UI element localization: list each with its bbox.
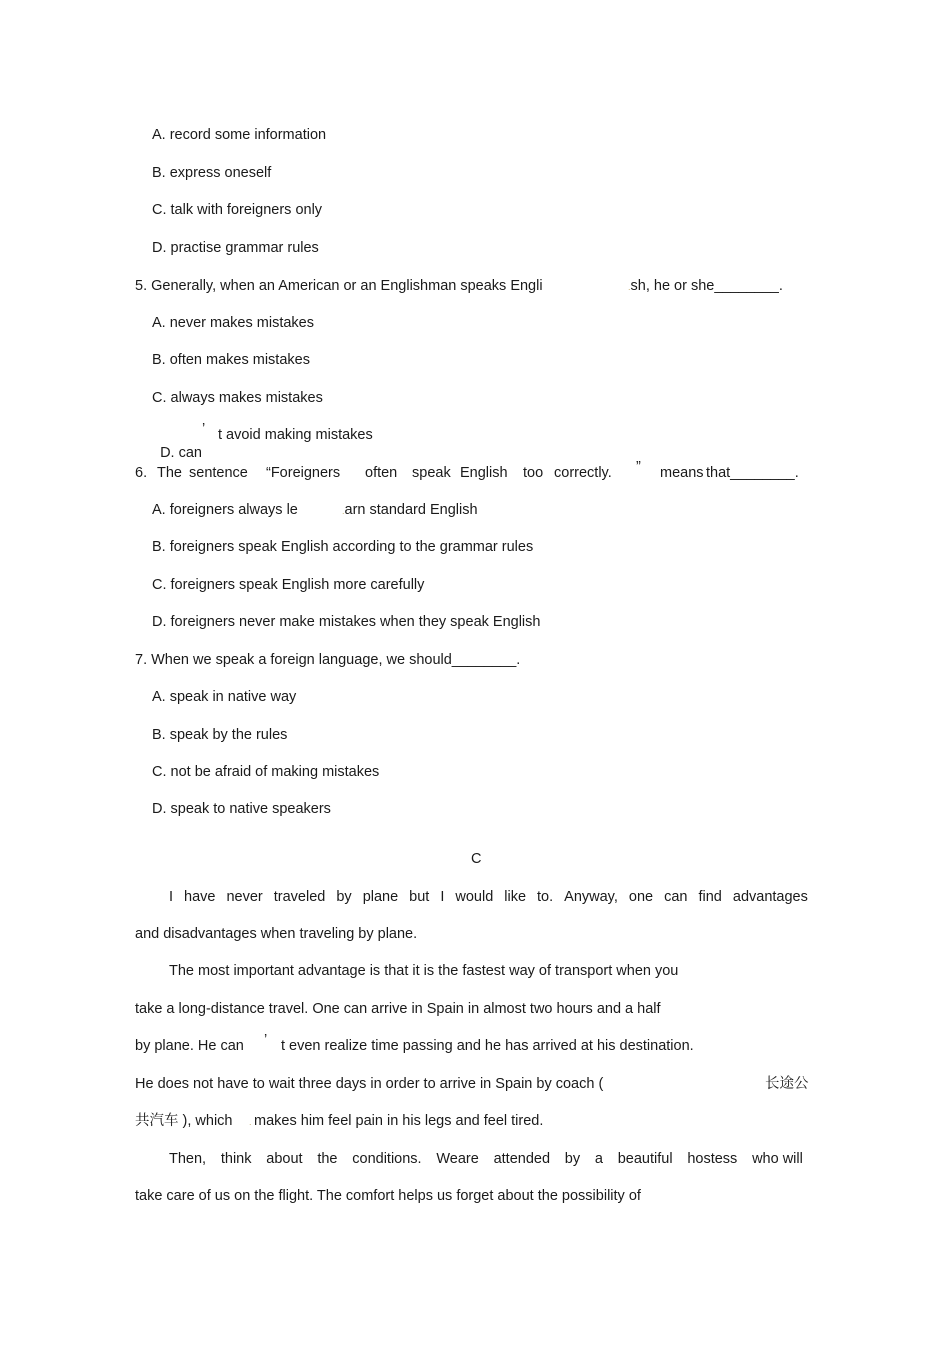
p3-line2: take care of us on the flight. The comfort helps us forget about the possibility of [135,1188,641,1204]
q5-option-d-part2: t avoid making mistakes [218,427,373,443]
q6-word: The [157,465,182,481]
p2-line4-cn: 长途公 [765,1076,809,1092]
stray-dot: . [342,506,345,516]
q7-option-d: D. speak to native speakers [152,801,331,817]
q6-word: means [660,465,704,481]
p2-line1: The most important advantage is that it is the fastest way of transport when you [169,963,679,979]
q6-word: English [460,465,508,481]
q5-stem-part2: .sh, he or she________. [628,278,783,294]
stray-dot: . [628,282,631,292]
q5-option-d-apostrophe: ’ [202,421,206,437]
q5-option-a: A. never makes mistakes [152,315,314,331]
stray-dot: . [249,1117,255,1127]
q6-word: “Foreigners [266,465,341,481]
p2-line3-apostrophe: ’ [264,1032,268,1048]
q6-option-c: C. foreigners speak English more carefully [152,577,425,593]
q4-option-d: D. practise grammar rules [152,240,319,256]
q6-word: correctly. [554,465,612,481]
q6-word: often [365,465,398,481]
p2-line3-part1: by plane. He can [135,1038,244,1054]
q6-word: that________. [706,465,799,481]
q7-option-b: B. speak by the rules [152,727,288,743]
q6-word: sentence [189,465,248,481]
q4-option-c: C. talk with foreigners only [152,202,323,218]
q7-stem: 7. When we speak a foreign language, we should________. [135,652,521,668]
p1-line1: I have never traveled by plane but I would like to. Anyway, one can find advantages [169,889,808,905]
p3-line1: Then, think about the conditions. Weare attended by a beautiful hostess who will [169,1151,803,1167]
q6-word: 6. [135,465,148,481]
p1-line2: and disadvantages when traveling by plane. [135,926,418,942]
q7-option-c: C. not be afraid of making mistakes [152,764,380,780]
p2-line5-part1: 共汽车 ), which [135,1113,233,1129]
p2-line3-part2: t even realize time passing and he has arrived at his destination. [281,1038,694,1054]
q7-option-a: A. speak in native way [152,689,297,705]
q5-option-b: B. often makes mistakes [152,352,310,368]
q6-word: ” [636,459,641,475]
q5-option-d [152,426,202,462]
q6-word: too [523,465,544,481]
q6-option-a: A. foreigners always le [152,502,298,518]
p2-line5-part2: . makes him feel pain in his legs and feel tired. [249,1113,544,1129]
q6-option-a-part2: .arn standard English [342,502,478,518]
q5-option-d-part1: D. can [160,445,202,461]
q4-option-b: B. express oneself [152,165,272,181]
p2-line2: take a long-distance travel. One can arrive in Spain in almost two hours and a half [135,1001,661,1017]
q4-option-a: A. record some information [152,127,327,143]
q5-option-c: C. always makes mistakes [152,390,323,406]
p2-line4-part1: He does not have to wait three days in order to arrive in Spain by coach ( [135,1076,604,1092]
q5-stem-part1: 5. Generally, when an American or an Englishman speaks Engli [135,278,543,294]
q6-word: speak [412,465,451,481]
section-heading: C [471,851,482,867]
q6-option-b: B. foreigners speak English according to the grammar rules [152,539,534,555]
q6-option-d: D. foreigners never make mistakes when they speak English [152,614,541,630]
